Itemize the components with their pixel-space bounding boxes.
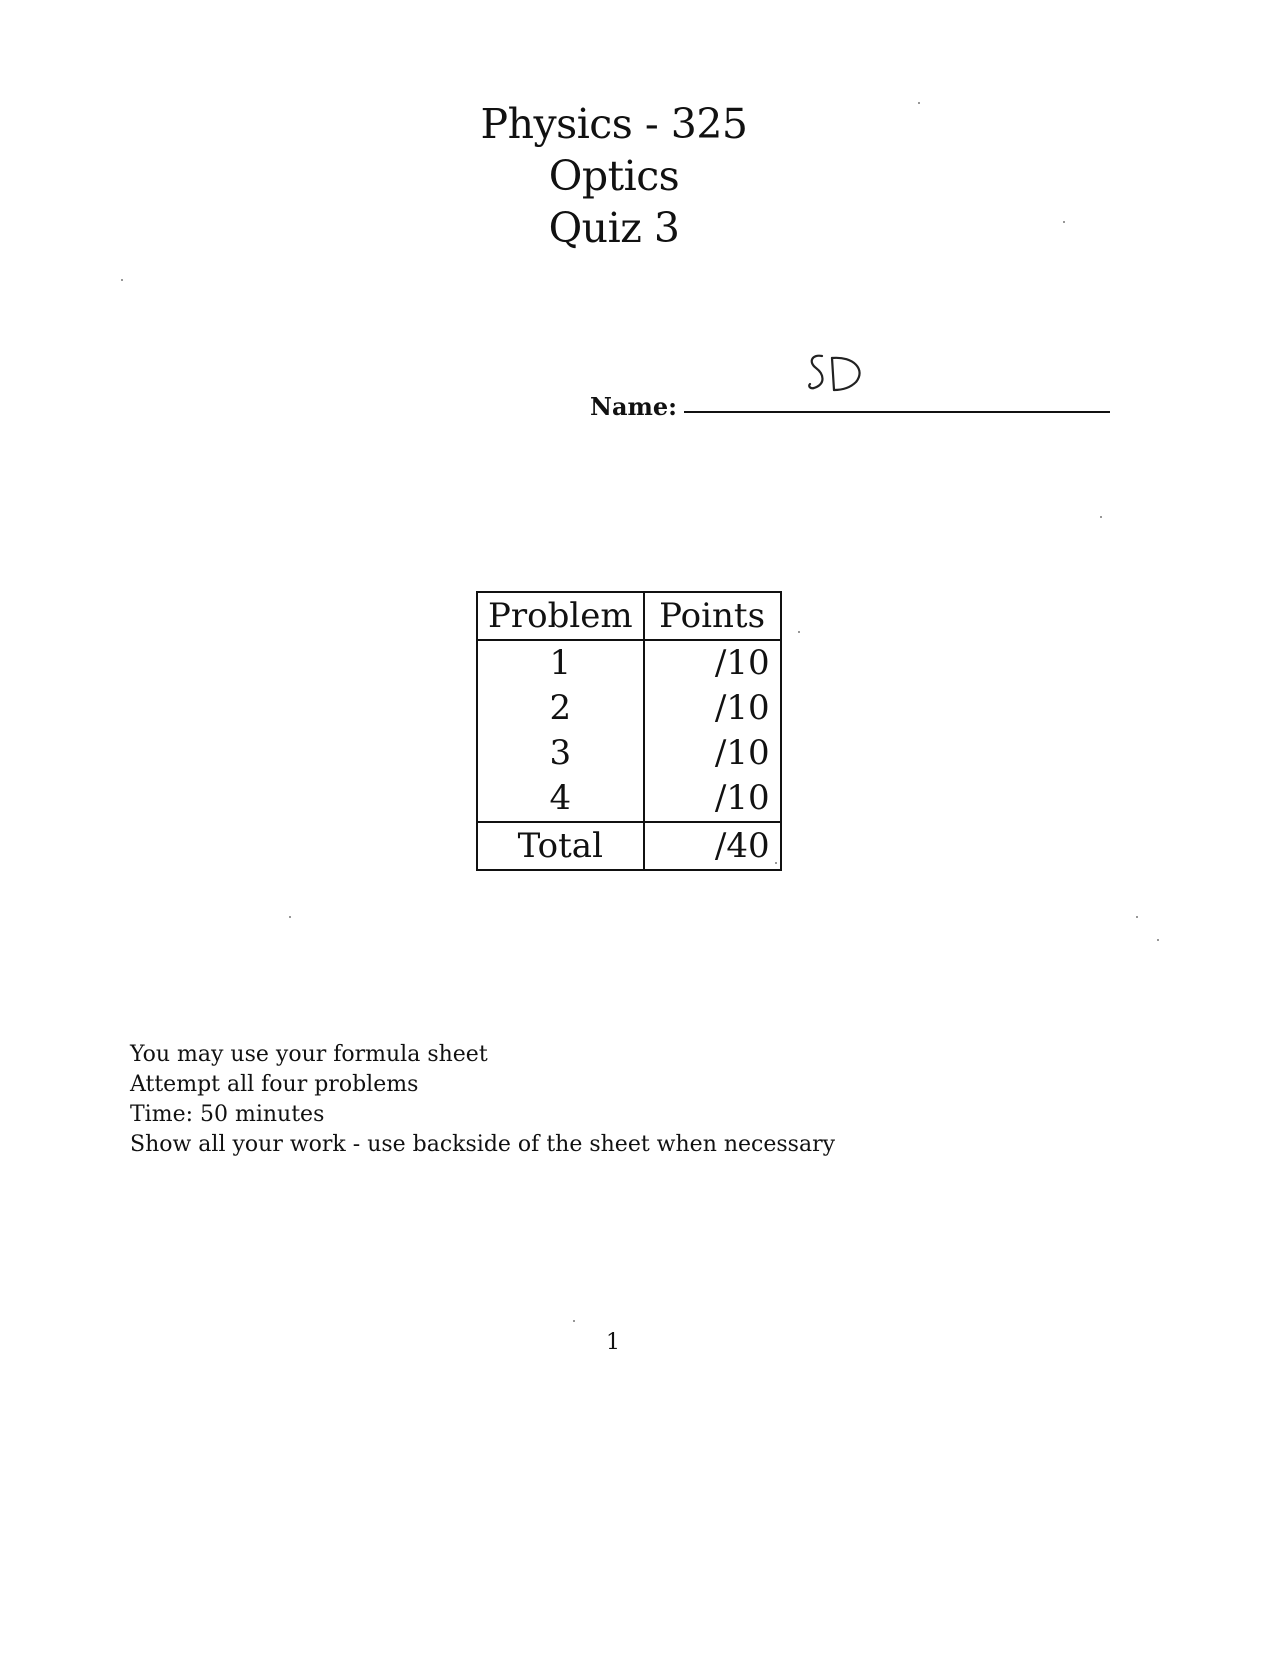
title-block: [0, 98, 1228, 254]
total-row: [477, 822, 781, 870]
instruction-line: You may use your formula sheet: [130, 1042, 488, 1067]
table-row: [477, 686, 781, 731]
handwritten-initials-signature: [804, 350, 874, 402]
problem-number: 3: [477, 731, 644, 776]
table-row: [477, 731, 781, 776]
instruction-line: Attempt all four problems: [130, 1072, 419, 1097]
problem-number: 2: [477, 686, 644, 731]
page-number: 1: [606, 1330, 620, 1355]
problem-number: 1: [477, 640, 644, 686]
name-underline: [684, 411, 1110, 413]
scan-speck: [289, 916, 291, 918]
scan-speck: [798, 631, 800, 633]
scan-speck: [573, 1320, 575, 1322]
instructions: [130, 1040, 835, 1160]
subject-title: Optics: [548, 152, 680, 200]
scan-speck: [918, 102, 920, 104]
problem-points: /10: [644, 686, 781, 731]
quiz-title: Quiz 3: [548, 204, 680, 252]
scan-speck: [1136, 916, 1138, 918]
score-table: [476, 591, 782, 871]
total-label: Total: [477, 822, 644, 870]
problem-points: /10: [644, 776, 781, 822]
scan-speck: [1063, 221, 1065, 223]
header-points: Points: [644, 592, 781, 640]
name-label: Name:: [590, 392, 678, 421]
table-header-row: [477, 592, 781, 640]
problem-number: 4: [477, 776, 644, 822]
instruction-line: Show all your work - use backside of the sheet when necessary: [130, 1132, 836, 1157]
problem-points: /10: [644, 640, 781, 686]
problem-points: /10: [644, 731, 781, 776]
scan-speck: [1100, 516, 1102, 518]
scan-speck: [121, 279, 123, 281]
scan-speck: [1157, 939, 1159, 941]
header-problem: Problem: [477, 592, 644, 640]
course-title: Physics - 325: [480, 100, 748, 148]
scan-speck: [775, 862, 777, 864]
table-row: [477, 640, 781, 686]
total-points: /40: [644, 822, 781, 870]
table-row: [477, 776, 781, 822]
instruction-line: Time: 50 minutes: [130, 1102, 325, 1127]
